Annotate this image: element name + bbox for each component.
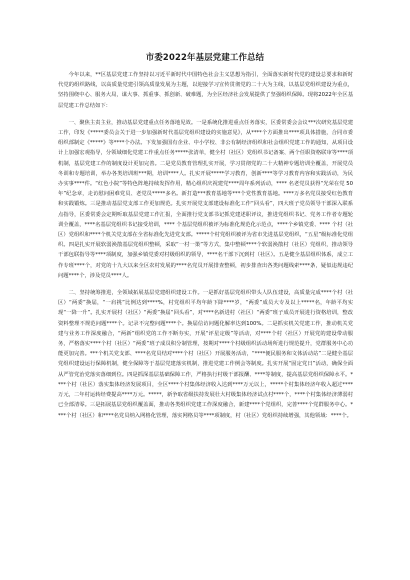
document-body bbox=[58, 70, 353, 428]
paragraph-intro: 今年以来，**区基层党建工作坚持以习近平新时代中国特色社会主义思想为指引，全面落实新时代党的建设总要求和新时代党的组织路线，以高质量党建引领高质量发展为主题，以迎接学习宣传贯彻党的二十大为主线，以基层党组织建设为重点，坚持围绕中心、服务大局，谋大事、抓重事、抓创新、破难题，为全区经济社会发展提供了坚强组织保障。现将2022年全区基层党建工作总结如下： bbox=[58, 72, 353, 109]
paragraph-section-one: 一、聚焦主责主业，推动基层党建重点任务落地见效。一是系统化推进重点任务落实，区委常委会会议***次研究基层党建工作，印发《*****委员会关于进一步加强新时代基层党组织建设的实施意见》，从****个方面推出****项具体措施，合同市委组织部制定《*****》等****个办法。下发加强国有企业、中小学校、非公有制经济组织和社会组织党建工作的通知，从项目设计上加强宏观指导，分领域细化党建工作重点任务*****张清单，健全村（社区）党组织书记备案、两个任职资格联审等****项机制，基层党建工作的制度设计更加完善。二是党员教育管理扎实开展，学习贯彻党的二十大精神专题培训全覆盖，开展党员冬训和专题培训，举办各类培训班***期，培训****人。扎实开展*****学习教育，创新****等学习教育内容和实践活动，为民办实事****件。“红色小院”等特色阵地持续发挥作用，精心组织庆祝建党****周年系列活动，**** 名老党员获得“光荣在党 50 年”纪念章，走访慰问困难党员、老党员*****多名。新打造***教育基地等***个党性教育基地。****万多名党员接受红色教育和实践锻炼。三是推动基层党支部工作更加规范。扎实开展党支部建设标准化工作“回头看”，四大班子党员领导干部深入联系点指导，区委常委会定期听取基层党建工作汇报，全面推行党支部书记抓党建述职评议，推进党组织书记、党务工作者专题轮训全覆盖，****名基层党组织书记接受培训，**** 个基层党组织被评为标准化规范化示范点，****个乡镇党委、**** 个村（社区）党组织和****个机关党支部在全省标准化先进党支部。*****个村党组织被评为省市先进基层党组织，“五星”级标准化党组织。四是扎实开展软弱涣散基层党组织整顿，采取“一村一策”等方式，集中整顿****个软弱涣散村（社区）党组织，推动领导干部包联指导等****项制度，加强乡镇党委对村级组织的领导，****名干部下沉到村（社区）。五是健全基层组织体系，成立工作专班****个，对党的十九大以来全区农村发展的****名党员开展排查整顿，初步排查出各类问题线索****条，疑似违规违纪问题****个，涉及党员****人。 bbox=[58, 119, 353, 279]
paragraph-section-two: 二、坚持统筹推进，全领域拓展基层党建组织建设工作。一是抓好基层党组织带头人队伍建设，高质量完成****个村（社区）“两委”换届，“一肩挑”比例达到****%，村党组织平均年龄下降****岁，“两委”成员大专及以上*****名，年龄平均实现“一降一升”。扎实开展村（社区）“两委”换届“回头看”，对****名新进村（社区）“两委”班子成员开展进行资格培训，整改资料整理不规范问题****个。记录不完整问题****个。换届信访问题化解率达到100%。二是抓实机关党建工作，推动机关党建与业务工作深度融合，“两新”组织党的工作不断夯实，开展“评星定级”等活动，对****个村（社区）开展党的建设带动服务，严格落实****个村（社区）“两委”班子成员积分制管理，按期对****个村级组织活动场所进行规范提升，党群服务中心功能更加完善。***个机关党支部、****名党员结对****个村（社区）开展服务活动，“****便民服务和文体活动站”二是健全基层党组织建设运行保障机制，健全保障等于基层党建落实机制，推进党建工作例会等制度。扎实开展“固定党日”活动，确保全面从严管党治党落实落细到位。四是抓深基层基础保障工作，严格执行村级干部报酬、****等制度，提高基层党组织保障水平。****个村（社区）落实集体经济发展项目，全区****个村集体经济收入达到****万元以上，*****个村集体经济年收入超过****万元，二年村运转经费提高****万元。*****，新争取省级扶持发展壮大村级集体经济试点村****个，****个村集体经济薄弱村已全部清零。三是拓展基层党组织覆盖面，推动各类组织党建工作深度融合，新建****个党组织，完善****个党群服务中心。****个村（社区）和****名党员纳入网格化管理，落实网格员等****项制度，村（社区）党组织持续增强，其他领域：****个。 bbox=[58, 290, 353, 419]
document-title: 市委2022年基层党建工作总结 bbox=[145, 52, 265, 62]
